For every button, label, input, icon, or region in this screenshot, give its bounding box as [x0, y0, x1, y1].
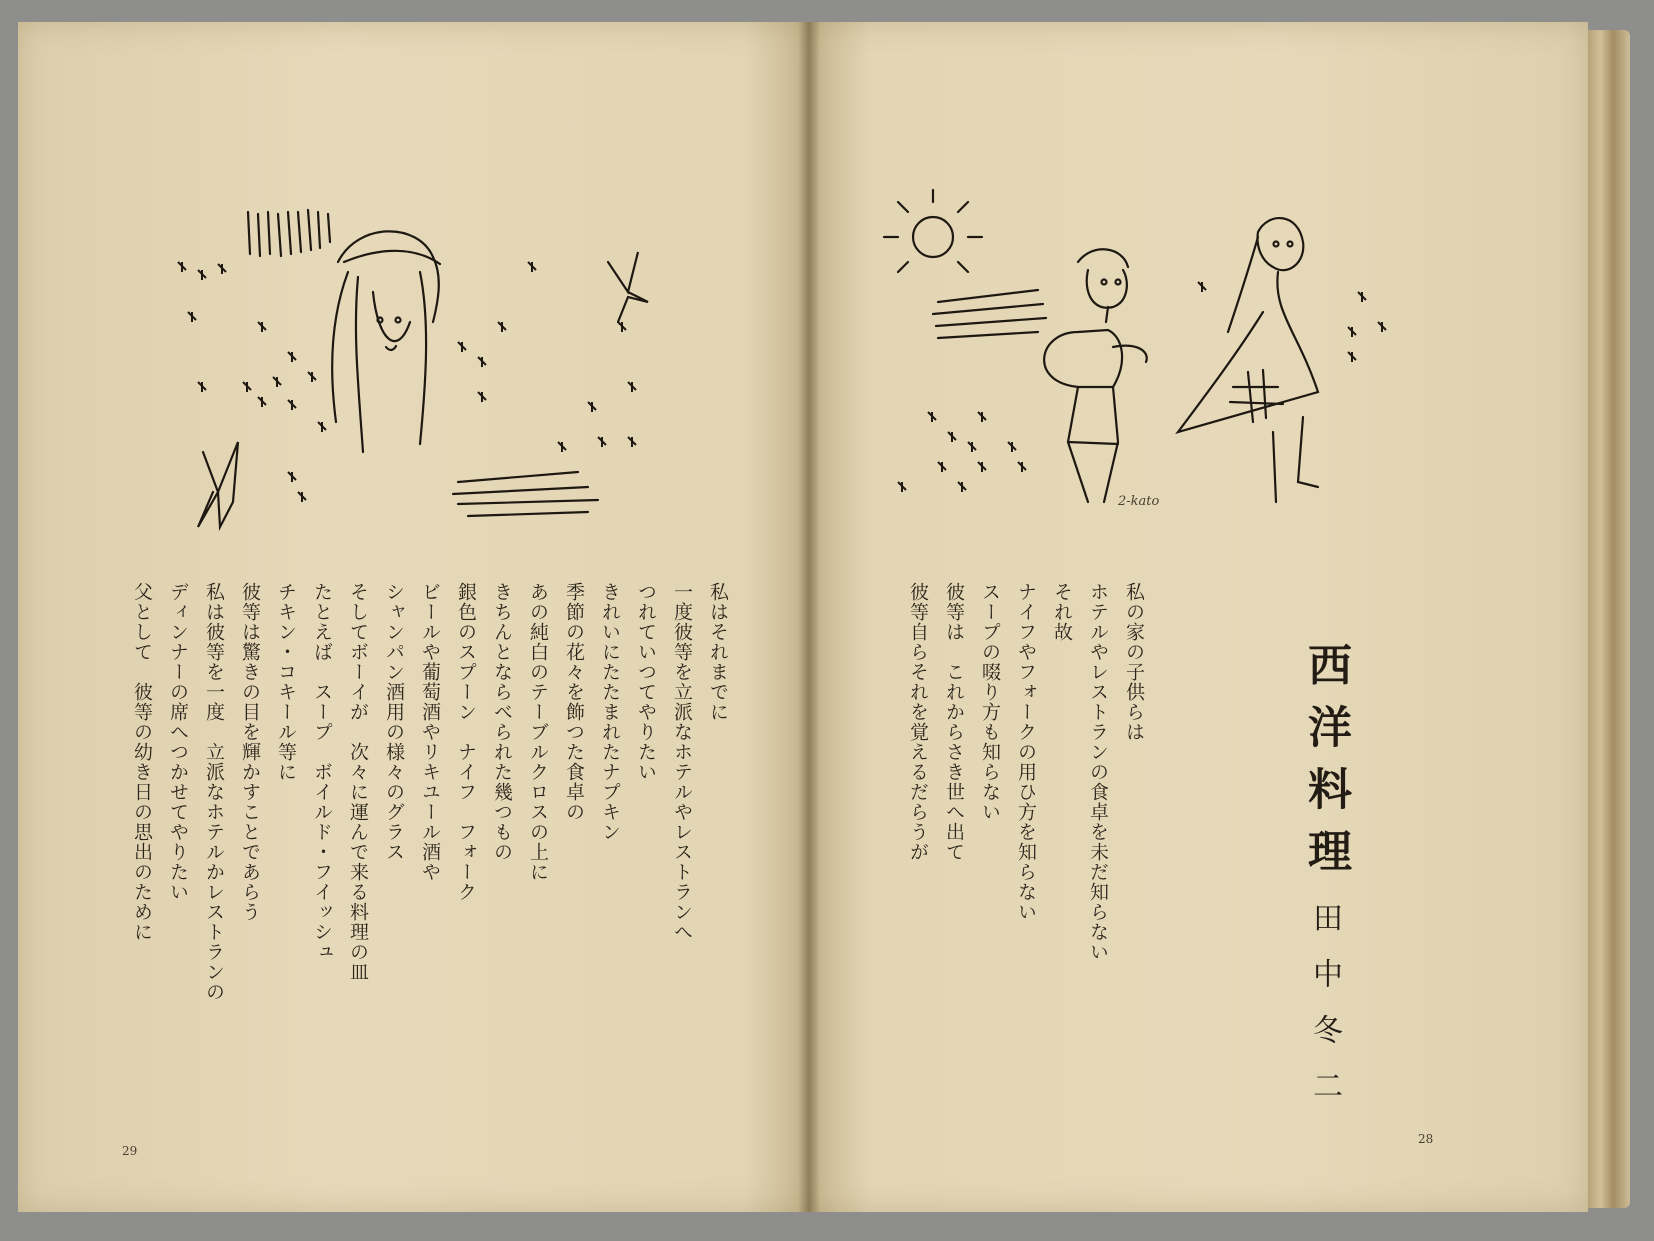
poem-line: 彼等自らそれを覚えるだらうが	[907, 582, 929, 862]
poem-line: それ故	[1051, 582, 1073, 642]
poem-line: スープの啜り方も知らない	[979, 582, 1001, 822]
poem-line: あの純白のテーブルクロスの上に	[527, 582, 549, 882]
poem-line: 私はそれまでに	[707, 582, 729, 722]
poem-line: シャンパン酒用の様々のグラス	[383, 582, 405, 862]
poem-line: ディンナーの席へつかせてやりたい	[167, 582, 189, 902]
poem-line: 私の家の子供らは	[1123, 582, 1145, 742]
poem-line: 銀色のスプーン ナイフ フォーク	[455, 582, 477, 902]
poem-line: 季節の花々を飾つた食卓の	[563, 582, 585, 822]
right-page	[808, 22, 1588, 1212]
book-spread	[18, 22, 1630, 1212]
poem-line: きちんとならべられた幾つもの	[491, 582, 513, 862]
poem-line: たとえば スープ ボイルド・フイッシュ	[311, 582, 333, 962]
poem-line: ホテルやレストランの食卓を未だ知らない	[1087, 582, 1109, 962]
poem-title: 西洋料理	[1300, 642, 1351, 890]
page-number: 28	[1418, 1132, 1434, 1146]
poem-author: 田中冬二	[1307, 902, 1342, 1126]
page-number: 29	[122, 1144, 138, 1158]
poem-line: ナイフやフォークの用ひ方を知らない	[1015, 582, 1037, 922]
poem-line: つれていつてやりたい	[635, 582, 657, 782]
poem-line: 彼等は これからさき世へ出て	[943, 582, 965, 862]
poem-line: 私は彼等を一度 立派なホテルかレストランの	[203, 582, 225, 1002]
girl-butterflies-illustration	[158, 182, 678, 542]
poem-line: ビールや葡萄酒やリキユール酒や	[419, 582, 441, 882]
page-stack-edge	[1588, 30, 1630, 1208]
poem-line: そしてボーイが 次々に運んで来る料理の皿	[347, 582, 369, 982]
children-sun-illustration	[878, 182, 1438, 542]
book-gutter	[798, 22, 820, 1212]
left-page	[18, 22, 808, 1212]
poem-line: チキン・コキール等に	[275, 582, 297, 782]
poem-line: きれいにたたまれたナプキン	[599, 582, 621, 842]
signature: 2-kato	[1118, 494, 1160, 509]
poem-line: 一度彼等を立派なホテルやレストランへ	[671, 582, 693, 942]
poem-line: 彼等は驚きの目を輝かすことであらう	[239, 582, 261, 922]
poem-line: 父として 彼等の幼き日の思出のために	[131, 582, 153, 942]
